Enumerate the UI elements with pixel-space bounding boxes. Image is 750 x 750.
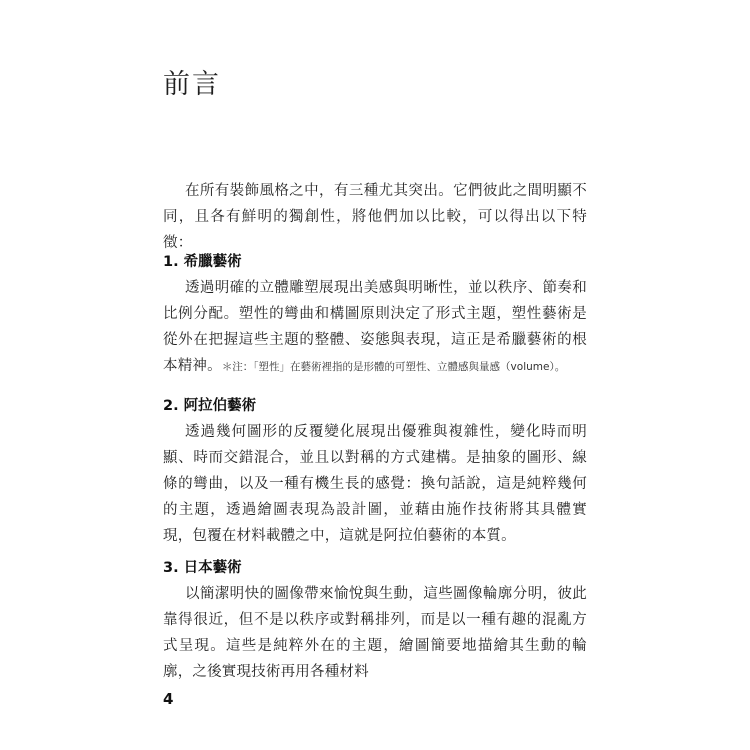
page-number: 4 <box>163 690 174 708</box>
section-body <box>163 275 587 380</box>
section-heading: 2. 阿拉伯藝術 <box>163 398 257 414</box>
footnote: ＊注：「塑性」在藝術裡指的是形體的可塑性、立體感與量感（volume）。 <box>221 361 566 373</box>
section-greek <box>163 249 587 380</box>
section-body: 以簡潔明快的圖像帶來愉悅與生動，這些圖像輪廓分明，彼此靠得很近，但不是以秩序或對稱排列，而是以一種有趣的混亂方式呈現。這些是純粹外在的主題，繪圖簡要地描繪其生動的輪廓，之後實現技術再用各種材料 <box>163 586 587 680</box>
section-body: 透過幾何圖形的反覆變化展現出優雅與複雜性，變化時而明顯、時而交錯混合，並且以對稱的方式建構。是抽象的圖形、線條的彎曲，以及一種有機生長的感覺：換句話說，這是純粹幾何的主題，透過繪圖表現為設計圖，並藉由施作技術將其具體實現，包覆在材料載體之中，這就是阿拉伯藝術的本質。 <box>163 424 587 544</box>
intro-block <box>163 178 587 256</box>
page-title: 前言 <box>163 69 221 100</box>
section-body-text: 透過明確的立體雕塑展現出美感與明晰性，並以秩序、節奏和比例分配。塑性的彎曲和構圖原則決定了形式主題，塑性藝術是從外在把握這些主題的整體、姿態與表現，這正是希臘藝術的根本精神。 <box>163 280 587 374</box>
section-heading: 3. 日本藝術 <box>163 560 242 576</box>
section-heading: 1. 希臘藝術 <box>163 254 242 270</box>
section-arabic <box>163 393 587 549</box>
intro-paragraph: 在所有裝飾風格之中，有三種尤其突出。它們彼此之間明顯不同，且各有鮮明的獨創性，將他們加以比較，可以得出以下特徵： <box>163 183 587 251</box>
section-japanese <box>163 555 587 685</box>
